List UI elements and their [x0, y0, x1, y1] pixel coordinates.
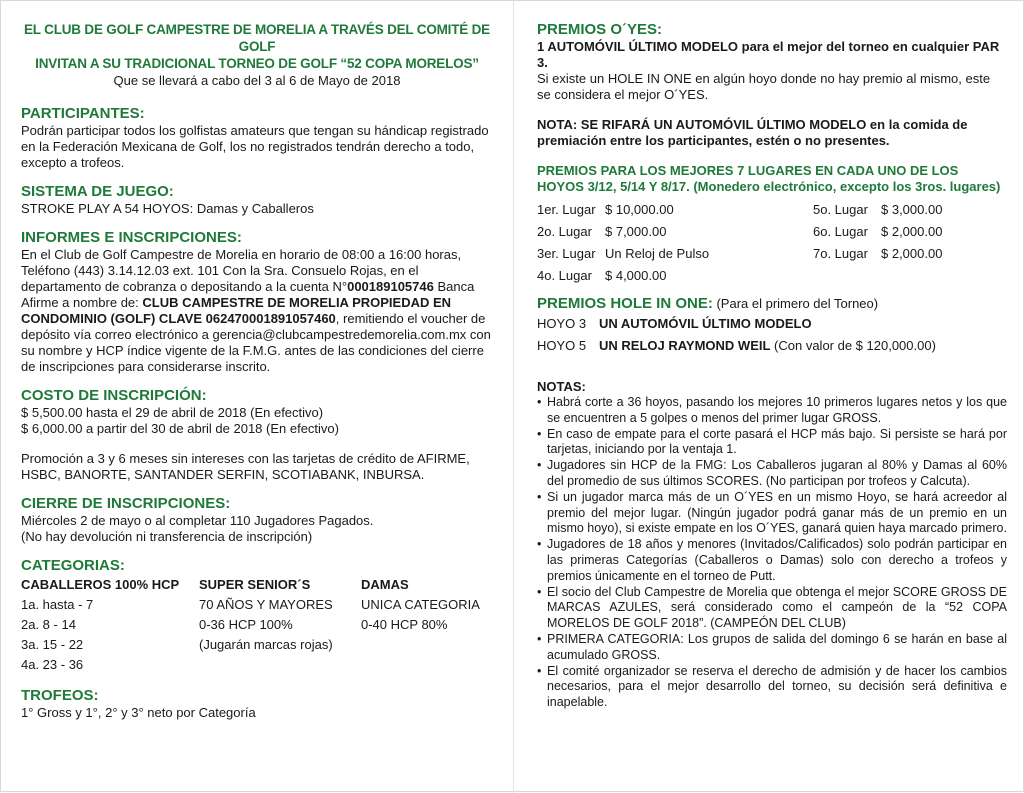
hole-in-one-subtitle: (Para el primero del Torneo)	[712, 296, 879, 311]
cat-cell: 1a. hasta - 7	[21, 597, 94, 612]
cat-header-senior: SUPER SENIOR´S	[199, 577, 311, 592]
prize-place: 7o. Lugar	[813, 246, 868, 261]
cierre-title: CIERRE DE INSCRIPCIONES:	[21, 495, 231, 512]
prize-value: $ 10,000.00	[605, 202, 674, 217]
prize-value: Un Reloj de Pulso	[605, 246, 710, 261]
prize-place: 1er. Lugar	[537, 202, 596, 217]
note-item: • Habrá corte a 36 hoyos, pasando los mejores 10 primeros lugares netos y los que se encuentren a 5 golpes o menos del primer lugar GROSS.	[537, 395, 1007, 425]
trofeos-text: 1° Gross y 1°, 2° y 3° neto por Categoría	[21, 705, 256, 720]
hoyo-prize: UN AUTOMÓVIL ÚLTIMO MODELO	[599, 316, 812, 331]
prize-value: $ 3,000.00	[881, 202, 943, 217]
cat-cell: 3a. 15 - 22	[21, 637, 84, 652]
note-item: • Jugadores sin HCP de la FMG: Los Caballeros jugaran al 80% y Damas al 60% del promedio de sus últimos SCORES. (No participan por trofeos y Calcuta).	[537, 458, 1007, 488]
header-dates: Que se llevará a cabo del 3 al 6 de Mayo de 2018	[113, 73, 401, 88]
cat-cell: 0-40 HCP 80%	[361, 617, 448, 632]
prize-place	[813, 265, 881, 287]
hoyo-label: HOYO 3	[537, 316, 587, 331]
premios-oyes-title: PREMIOS O´YES:	[537, 21, 663, 38]
hole-in-one-heading	[537, 295, 1007, 313]
informes-text-1: En el Club de Golf Campestre de Morelia en horario de 08:00 a 16:00 horas, Teléfono (443) 3.14.12.03 ext. 101 Con la Sra. Consuelo Rojas, en el departamento de cobranza o depositando a la cuenta N°	[21, 247, 462, 294]
note-item: • En caso de empate para el corte pasará el HCP más bajo. Si persiste se hará por tarjetas, iniciando por la ventaja 1.	[537, 426, 1007, 457]
prize-value: $ 7,000.00	[605, 224, 667, 239]
premios-oyes-auto: 1 AUTOMÓVIL ÚLTIMO MODELO para el mejor del torneo en cualquier PAR 3.	[537, 39, 1000, 70]
costo-promo: Promoción a 3 y 6 meses sin intereses con las tarjetas de crédito de AFIRME, HSBC, BANORTE, SANTANDER SERFIN, SCOTIABANK, INBURSA.	[21, 451, 470, 482]
note-item: • El socio del Club Campestre de Morelia que obtenga el mejor SCORE GROSS DE MARCAS AZULES, será considerado como el campeón de la “52 COPA MORELOS DE GOLF 2018”. (CAMPEÓN DEL CLUB)	[537, 584, 1007, 631]
cat-cell: UNICA CATEGORIA	[361, 597, 480, 612]
note-item: • El comité organizador se reserva el derecho de admisión y de hacer los cambios necesarios, para el mejor desarrollo del torneo, su decisión será definitiva e inapelable.	[537, 663, 1007, 710]
trofeos-title: TROFEOS:	[21, 687, 99, 704]
costo-line-2: $ 6,000.00 a partir del 30 de abril de 2018 (En efectivo)	[21, 421, 339, 436]
hoyo-prize: UN RELOJ RAYMOND WEIL	[599, 338, 771, 353]
beneficiary: CLUB CAMPESTRE DE MORELIA PROPIEDAD EN CONDOMINIO (GOLF) CLAVE 062470001891057460	[21, 295, 452, 326]
note-text: El socio del Club Campestre de Morelia que obtenga el mejor SCORE GROSS DE MARCAS AZULES, será considerado como el campeón de la “52 COPA MORELOS DE GOLF 2018”. (CAMPEÓN DEL CLUB)	[547, 584, 1007, 631]
cat-cell: 2a. 8 - 14	[21, 617, 76, 632]
categorias-table	[21, 575, 493, 675]
note-item: • Si un jugador marca más de un O´YES en un mismo Hoyo, se hará acreedor al premio del mejor lugar. (Ningún jugador podrá ganar más de un premio en un mismo hoyo), si existe empate en los O´YES, ganará quien haya marcado primero.	[537, 489, 1007, 536]
note-text: Jugadores sin HCP de la FMG: Los Caballeros jugaran al 80% y Damas al 60% del promedio de sus últimos SCORES. (No participan por trofeos y Calcuta).	[547, 458, 1007, 488]
left-column	[1, 1, 513, 721]
cat-cell	[361, 655, 501, 675]
note-text: Habrá corte a 36 hoyos, pasando los mejores 10 primeros lugares netos y los que se encuentren a 5 golpes o menos del primer lugar GROSS.	[547, 395, 1007, 425]
premios-lugares-table	[537, 199, 1007, 287]
hoyo-extra: (Con valor de $ 120,000.00)	[770, 338, 936, 353]
informes-text	[21, 247, 493, 375]
prize-place: 5o. Lugar	[813, 202, 868, 217]
notas-title: NOTAS:	[537, 379, 586, 394]
prize-place: 6o. Lugar	[813, 224, 868, 239]
note-text: PRIMERA CATEGORIA: Los grupos de salida del domingo 6 se harán en base al acumulado GROSS.	[547, 631, 1007, 662]
cat-cell	[361, 635, 501, 655]
cat-cell: 4a. 23 - 36	[21, 657, 84, 672]
right-column	[513, 1, 1024, 711]
cat-cell: (Jugarán marcas rojas)	[199, 637, 333, 652]
prize-value: $ 4,000.00	[605, 268, 667, 283]
prize-value	[881, 265, 971, 287]
hoyo-label: HOYO 5	[537, 338, 587, 353]
cierre-line-2: (No hay devolución ni transferencia de inscripción)	[21, 529, 313, 544]
header-line-1: EL CLUB DE GOLF CAMPESTRE DE MORELIA A TRAVÉS DEL COMITÉ DE GOLF	[24, 22, 490, 54]
cierre-line-1: Miércoles 2 de mayo o al completar 110 Jugadores Pagados.	[21, 513, 374, 528]
costo-line-1: $ 5,500.00 hasta el 29 de abril de 2018 (En efectivo)	[21, 405, 324, 420]
account-number: 000189105746	[347, 279, 434, 294]
cat-header-damas: DAMAS	[361, 577, 409, 592]
header	[21, 21, 493, 89]
participantes-text: Podrán participar todos los golfistas amateurs que tengan su hándicap registrado en la Federación Mexicana de Golf, los no registrados tendrán derecho a todo, excepto a trofeos.	[21, 123, 489, 170]
informes-text-2: Banca Afirme a nombre de:	[21, 279, 475, 310]
prize-value: $ 2,000.00	[881, 246, 943, 261]
prize-place: 2o. Lugar	[537, 224, 592, 239]
prize-place: 4o. Lugar	[537, 268, 592, 283]
cat-cell: 70 AÑOS Y MAYORES	[199, 597, 333, 612]
informes-title: INFORMES E INSCRIPCIONES:	[21, 229, 242, 246]
note-item: • PRIMERA CATEGORIA: Los grupos de salida del domingo 6 se harán en base al acumulado GROSS.	[537, 631, 1007, 662]
note-item: • Jugadores de 18 años y menores (Invitados/Calificados) solo podrán participar en las primeras Categorías (Caballeros o Damas) solo con derecho a trofeos y premios únicamente en el torneo de Putt.	[537, 537, 1007, 583]
sistema-title: SISTEMA DE JUEGO:	[21, 183, 174, 200]
sistema-text: STROKE PLAY A 54 HOYOS: Damas y Caballeros	[21, 201, 314, 216]
prize-place: 3er. Lugar	[537, 246, 596, 261]
premios-lugares-title: PREMIOS PARA LOS MEJORES 7 LUGARES EN CADA UNO DE LOS HOYOS 3/12, 5/14 Y 8/17. (Monedero electrónico, excepto los 3ros. lugares)	[537, 163, 1001, 194]
note-text: En caso de empate para el corte pasará el HCP más bajo. Si persiste se hará por tarjetas, iniciando por la ventaja 1.	[547, 426, 1007, 457]
premios-oyes-text: Si existe un HOLE IN ONE en algún hoyo donde no hay premio al mismo, este se considera el mejor O´YES.	[537, 71, 991, 102]
costo-title: COSTO DE INSCRIPCIÓN:	[21, 387, 207, 404]
prize-value: $ 2,000.00	[881, 224, 943, 239]
notas-list	[537, 395, 1007, 711]
informes-text-3: , remitiendo el voucher de depósito vía correo electrónico a gerencia@clubcampestredemorelia.com.mx con su nombre y HCP índice vigente de la F.M.G. antes de las condiciones del cierre de inscripciones para considerarse inscrito.	[21, 311, 491, 374]
header-line-2: INVITAN A SU TRADICIONAL TORNEO DE GOLF “52 COPA MORELOS”	[35, 56, 479, 71]
categorias-title: CATEGORIAS:	[21, 557, 125, 574]
participantes-title: PARTICIPANTES:	[21, 105, 145, 122]
note-text: Si un jugador marca más de un O´YES en un mismo Hoyo, se hará acreedor al premio del mejor lugar. (Ningún jugador podrá ganar más de un premio en un mismo hoyo), si existe empate en los O´YES, ganará quien haya marcado primero.	[547, 489, 1007, 536]
cat-cell: 0-36 HCP 100%	[199, 617, 293, 632]
hole-in-one-title: PREMIOS HOLE IN ONE:	[537, 295, 713, 312]
cat-header-caballeros: CABALLEROS 100% HCP	[21, 577, 180, 592]
note-text: El comité organizador se reserva el derecho de admisión y de hacer los cambios necesarios, para el mejor desarrollo del torneo, su decisión será definitiva e inapelable.	[547, 663, 1007, 710]
premios-oyes-nota: NOTA: SE RIFARÁ UN AUTOMÓVIL ÚLTIMO MODELO en la comida de premiación entre los participantes, estén o no presentes.	[537, 117, 968, 148]
note-text: Jugadores de 18 años y menores (Invitados/Calificados) solo podrán participar en las primeras Categorías (Caballeros o Damas) solo con derecho a trofeos y premios únicamente en el torneo de Putt.	[547, 537, 1007, 583]
hole-in-one-row	[537, 313, 1007, 335]
hole-in-one-row	[537, 335, 1007, 357]
cat-cell	[199, 655, 361, 675]
